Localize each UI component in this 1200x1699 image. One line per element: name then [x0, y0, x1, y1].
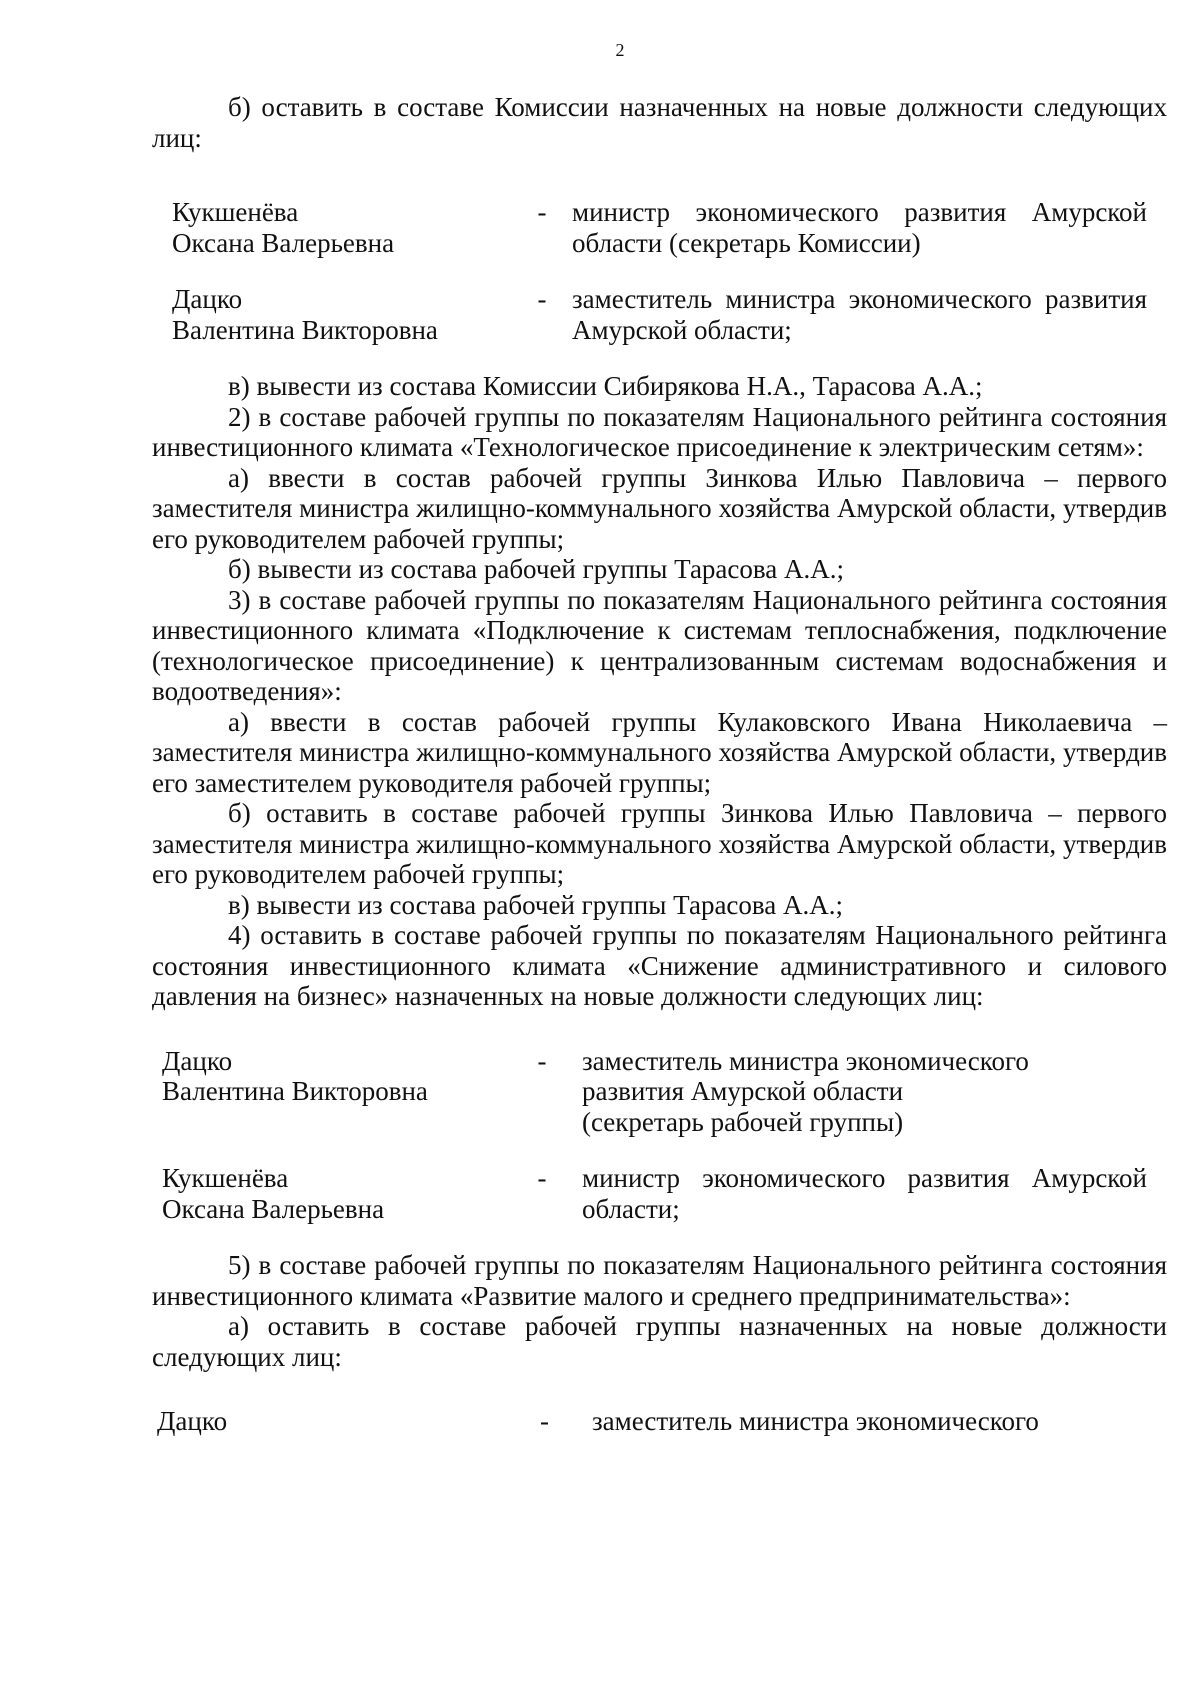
dash-separator: - [537, 1045, 547, 1076]
paragraph-3a: а) ввести в состав рабочей группы Кулаковского Ивана Николаевича – заместителя министра жилищно-коммунального хозяйства Амурской области, утвердив его заместителем руководителя рабочей группы; [152, 706, 1167, 798]
member-entry [152, 1406, 1167, 1437]
member-entry [152, 1046, 1167, 1138]
member-entry [152, 1163, 1167, 1224]
member-role: министр экономического развития Амурской области (секретарь Комиссии) [572, 197, 1147, 258]
member-surname: Кукшенёва [172, 197, 299, 227]
dash-separator: - [537, 1163, 547, 1193]
member-given-name: Валентина Викторовна [172, 314, 438, 345]
paragraph-5a: а) оставить в составе рабочей группы назначенных на новые должности следующих лиц: [152, 1311, 1167, 1372]
paragraph-3b: б) оставить в составе рабочей группы Зинкова Илью Павловича – первого заместителя министра жилищно-коммунального хозяйства Амурской области, утвердив его руководителем рабочей группы; [152, 798, 1167, 889]
dash-separator: - [537, 284, 547, 314]
paragraph-2b: б) вывести из состава рабочей группы Тарасова А.А.; [228, 554, 845, 584]
member-role [582, 1046, 1167, 1138]
commission-members-list [152, 197, 1167, 345]
member-entry [152, 197, 1167, 258]
paragraph-item-4: 4) оставить в составе рабочей группы по показателям Национального рейтинга состояния инвестиционного климата «Снижение административного и силового давления на бизнес» назначенных на новые должности следующих лиц: [152, 920, 1167, 1011]
dash-separator: - [540, 1406, 549, 1436]
paragraph-item-3: 3) в составе рабочей группы по показателям Национального рейтинга состояния инвестиционного климата «Подключение к системам теплоснабжения, подключение (технологическое присоединение) к централизованным системам водоснабжения и водоотведения»: [152, 584, 1167, 706]
paragraph-3v: в) вывести из состава рабочей группы Тарасова А.А.; [228, 889, 844, 920]
member-surname: Кукшенёва [162, 1163, 289, 1193]
member-role-line: развития Амурской области [582, 1076, 904, 1106]
paragraph-b-keep-commission: б) оставить в составе Комиссии назначенных на новые должности следующих лиц: [152, 92, 1167, 153]
member-surname: Дацко [162, 1045, 233, 1076]
member-role: заместитель министра экономического [592, 1406, 1039, 1436]
member-name [152, 1046, 502, 1107]
paragraph-item-5: 5) в составе рабочей группы по показателям Национального рейтинга состояния инвестиционного климата «Развитие малого и среднего предпринимательства»: [152, 1250, 1167, 1311]
member-surname: Дацко [157, 1406, 228, 1436]
dash-separator: - [537, 197, 547, 227]
document-body [152, 92, 1167, 1463]
member-role: заместитель министра экономического развития Амурской области; [572, 284, 1147, 345]
member-surname: Дацко [172, 284, 243, 314]
working-group-5-members-list [152, 1406, 1167, 1437]
member-name [152, 1163, 502, 1224]
paragraph-v-remove-commission: в) вывести из состава Комиссии Сибирякова Н.А., Тарасова А.А.; [228, 371, 983, 401]
working-group-members-list [152, 1046, 1167, 1225]
member-role-line: (секретарь рабочей группы) [582, 1106, 904, 1137]
member-given-name: Оксана Валерьевна [172, 227, 395, 258]
member-name [152, 197, 512, 258]
page-number: 2 [615, 40, 625, 60]
member-role-line: заместитель министра экономического [582, 1045, 1029, 1076]
member-name [152, 284, 512, 345]
paragraph-2a: а) ввести в состав рабочей группы Зинкова Илью Павловича – первого заместителя министра жилищно-коммунального хозяйства Амурской области, утвердив его руководителем рабочей группы; [152, 462, 1167, 554]
member-role: министр экономического развития Амурской области; [582, 1163, 1147, 1224]
member-entry [152, 284, 1167, 345]
member-given-name: Валентина Викторовна [162, 1076, 428, 1106]
paragraph-item-2: 2) в составе рабочей группы по показателям Национального рейтинга состояния инвестиционного климата «Технологическое присоединение к электрическим сетям»: [152, 401, 1167, 462]
member-name [152, 1406, 497, 1437]
member-given-name: Оксана Валерьевна [162, 1193, 385, 1224]
